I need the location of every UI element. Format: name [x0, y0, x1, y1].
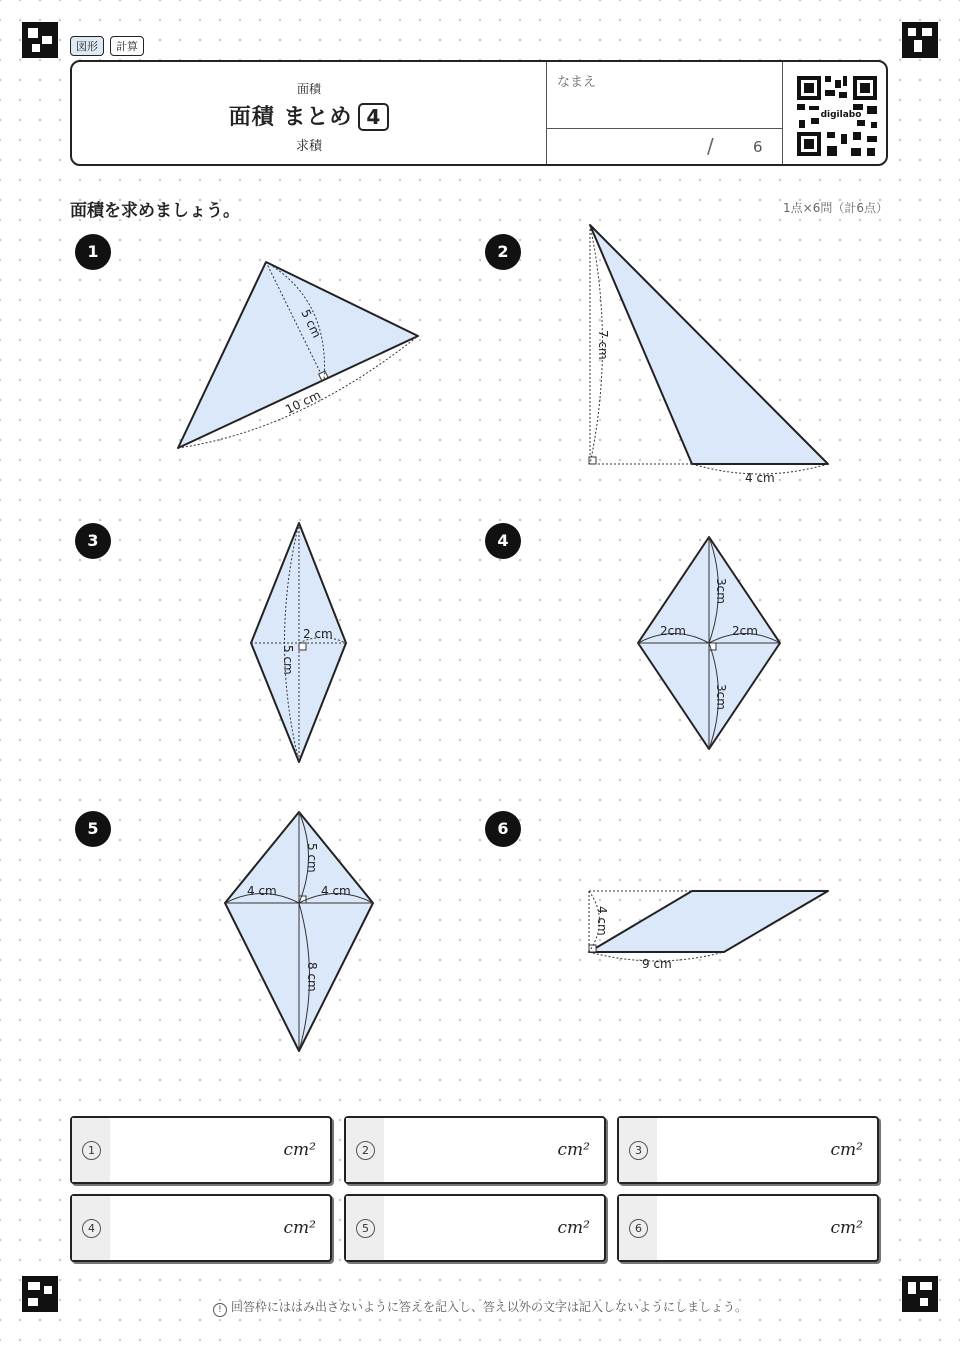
figure-2-height-label: 7 cm	[596, 330, 610, 360]
figure-1	[178, 262, 418, 448]
figure-2	[589, 225, 828, 485]
footer-text: 回答枠にははみ出さないように答えを記入し、答え以外の文字は記入しないようにしましょう。	[230, 1300, 747, 1314]
figure-6-height-label: 4 cm	[595, 906, 609, 936]
figure-2-base-label: 4 cm	[745, 471, 775, 485]
figure-4-left-label: 2cm	[660, 624, 686, 638]
answer-unit-6: cm²	[830, 1218, 863, 1238]
question-number-3: 3	[75, 523, 111, 559]
answer-number-1: 1	[82, 1141, 101, 1160]
score-slash: /	[707, 134, 714, 158]
answer-box-6[interactable]	[617, 1194, 879, 1262]
figure-4-top-label: 3cm	[714, 578, 728, 604]
answer-number-5: 5	[356, 1219, 375, 1238]
question-number-2: 2	[485, 234, 521, 270]
question-number-6: 6	[485, 811, 521, 847]
qr-label: digilabo	[820, 110, 862, 120]
answer-number-3: 3	[629, 1141, 648, 1160]
footer-note	[0, 1298, 960, 1317]
answer-unit-1: cm²	[283, 1140, 316, 1160]
question-number-5: 5	[75, 811, 111, 847]
figure-1-height-label: 5 cm	[298, 307, 324, 341]
figure-6-base-label: 9 cm	[642, 957, 672, 971]
answer-unit-3: cm²	[830, 1140, 863, 1160]
score-total: 6	[753, 138, 763, 156]
figure-4-bottom-label: 3cm	[714, 684, 728, 710]
header-subtitle: 面積	[296, 82, 321, 96]
answer-box-4[interactable]	[70, 1194, 332, 1262]
answer-unit-4: cm²	[283, 1218, 316, 1238]
header-unit-label: 求積	[295, 139, 322, 154]
question-number-1: 1	[75, 234, 111, 270]
figure-5	[225, 812, 373, 1051]
tag-calculation: 計算	[110, 36, 144, 56]
answer-box-3[interactable]	[617, 1116, 879, 1184]
figure-4-right-label: 2cm	[732, 624, 758, 638]
figure-5-top-label: 5 cm	[305, 843, 319, 873]
tag-figure: 図形	[70, 36, 104, 56]
answer-unit-5: cm²	[557, 1218, 590, 1238]
answer-box-2[interactable]	[344, 1116, 606, 1184]
figure-5-right-label: 4 cm	[321, 884, 351, 898]
answer-number-4: 4	[82, 1219, 101, 1238]
instruction: 面積を求めましょう。	[70, 201, 240, 221]
points-info: 1点×6問（計6点）	[783, 201, 888, 215]
page-title-text: 面積 まとめ	[228, 105, 353, 130]
figure-3	[251, 523, 346, 762]
name-label: なまえ	[557, 75, 597, 90]
worksheet-number: 4	[358, 103, 389, 131]
figure-4	[638, 537, 780, 749]
answer-number-2: 2	[356, 1141, 375, 1160]
answer-number-6: 6	[629, 1219, 648, 1238]
info-icon: !	[213, 1303, 227, 1317]
answer-box-1[interactable]	[70, 1116, 332, 1184]
figure-5-bottom-label: 8 cm	[305, 962, 319, 992]
figure-5-left-label: 4 cm	[247, 884, 277, 898]
figure-1-base-label: 10 cm	[283, 387, 323, 417]
figure-6	[589, 891, 828, 971]
figure-3-height-label: 5 cm	[281, 645, 295, 675]
answer-unit-2: cm²	[557, 1140, 590, 1160]
answer-box-5[interactable]	[344, 1194, 606, 1262]
figure-3-width-label: 2 cm	[303, 627, 333, 641]
question-number-4: 4	[485, 523, 521, 559]
